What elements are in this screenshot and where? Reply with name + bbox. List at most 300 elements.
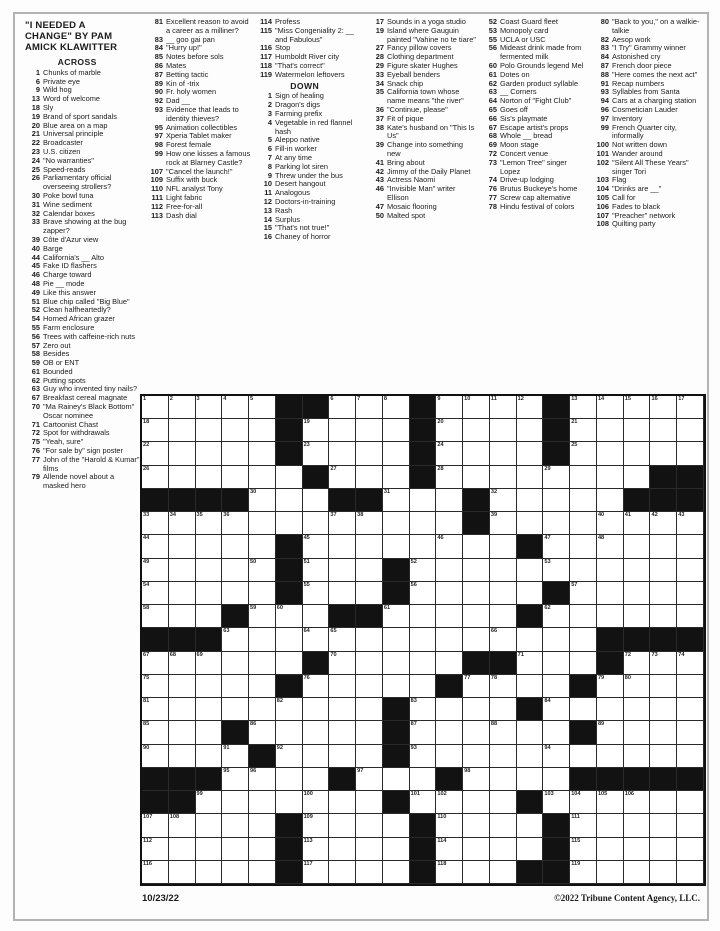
grid-cell <box>624 721 651 744</box>
clue-number: 45 <box>31 261 40 271</box>
grid-cell-18 <box>142 419 169 442</box>
grid-cell <box>624 861 651 884</box>
grid-cell <box>490 419 517 442</box>
grid-cell <box>196 419 223 442</box>
clue-number: 112 <box>151 201 163 211</box>
grid-cell-black <box>570 721 597 744</box>
grid-cell <box>517 628 544 651</box>
clue-number: 25 <box>31 164 40 174</box>
grid-cell <box>517 559 544 582</box>
clue-78 <box>482 203 588 212</box>
clue-number: 6 <box>35 76 40 86</box>
clue-number: 98 <box>154 140 163 150</box>
grid-cell-108 <box>169 814 196 837</box>
clue-102 <box>594 159 704 177</box>
clue-text: "Here comes the next act" <box>612 69 698 79</box>
grid-cell-104 <box>570 791 597 814</box>
grid-cell <box>222 559 249 582</box>
clue-number: 72 <box>31 428 40 438</box>
clue-text: "For sale by" sign poster <box>43 446 124 456</box>
grid-cell <box>222 535 249 558</box>
cell-number: 69 <box>196 651 203 658</box>
clue-text: Mideast drink made from fermented milk <box>500 43 582 62</box>
grid-cell-67 <box>142 652 169 675</box>
grid-cell-black <box>490 652 517 675</box>
cell-number: 79 <box>597 674 605 681</box>
grid-cell-89 <box>597 721 624 744</box>
grid-cell <box>543 652 570 675</box>
grid-cell-black <box>543 814 570 837</box>
grid-cell <box>410 535 437 558</box>
clue-35 <box>369 88 476 106</box>
grid-cell <box>169 838 196 861</box>
cell-number: 16 <box>651 396 658 402</box>
grid-cell <box>329 861 356 884</box>
clue-text: Humboldt River city <box>275 52 340 62</box>
clue-text: Clothing department <box>387 52 454 62</box>
cell-number: 65 <box>330 628 337 635</box>
clue-text: Escape artist's props <box>500 122 569 132</box>
clue-text: Betting tactic <box>166 69 209 79</box>
grid-cell <box>597 838 624 861</box>
grid-cell <box>196 698 223 721</box>
clue-text: Vegetable in red flannel hash <box>275 117 353 136</box>
clue-text: "Silent All These Years" singer Tori <box>612 157 689 176</box>
grid-cell <box>597 814 624 837</box>
clue-number: 80 <box>600 17 609 26</box>
grid-cell-84 <box>543 698 570 721</box>
clue-number: 77 <box>31 454 40 464</box>
grid-cell-55 <box>303 582 330 605</box>
grid-cell <box>650 698 677 721</box>
clue-number: 19 <box>375 25 384 35</box>
clue-column-6 <box>594 18 704 229</box>
clue-number: 22 <box>31 138 40 148</box>
clue-number: 108 <box>596 219 609 229</box>
clue-number: 56 <box>31 331 40 341</box>
cell-number: 104 <box>571 791 581 798</box>
grid-cell-black <box>677 768 704 791</box>
clue-87 <box>148 71 253 80</box>
grid-cell-46 <box>436 535 463 558</box>
clue-text: Guy who invented tiny nails? <box>43 384 138 394</box>
clue-number: 24 <box>31 155 40 165</box>
grid-cell-black <box>222 489 249 512</box>
clue-number: 60 <box>488 60 497 70</box>
grid-cell <box>356 559 383 582</box>
grid-cell <box>356 419 383 442</box>
grid-cell <box>249 512 276 535</box>
cell-number: 103 <box>544 791 554 798</box>
grid-cell-73 <box>650 652 677 675</box>
cell-number: 60 <box>276 605 284 612</box>
grid-cell <box>383 628 410 651</box>
grid-cell <box>677 559 704 582</box>
grid-cell <box>249 838 276 861</box>
grid-cell-112 <box>142 838 169 861</box>
grid-cell <box>436 489 463 512</box>
grid-cell-100 <box>303 791 330 814</box>
clue-number: 87 <box>600 60 609 70</box>
grid-cell-black <box>276 396 303 419</box>
grid-cell-black <box>436 768 463 791</box>
puzzle-date: 10/23/22 <box>142 893 179 904</box>
grid-cell-72 <box>624 652 651 675</box>
grid-cell-black <box>329 768 356 791</box>
clue-text: Flag <box>612 175 627 185</box>
clue-99 <box>148 150 253 168</box>
cell-number: 57 <box>571 581 578 588</box>
grid-cell-45 <box>303 535 330 558</box>
cell-number: 22 <box>143 442 150 449</box>
grid-cell <box>276 721 303 744</box>
grid-cell-black <box>383 721 410 744</box>
grid-cell-106 <box>624 791 651 814</box>
clue-text: Rash <box>275 205 293 215</box>
grid-cell <box>276 791 303 814</box>
clue-number: 46 <box>31 270 40 280</box>
clue-number: 55 <box>488 34 497 44</box>
grid-cell <box>249 628 276 651</box>
grid-cell <box>356 628 383 651</box>
cell-number: 28 <box>437 465 444 472</box>
grid-cell-105 <box>597 791 624 814</box>
grid-cell-114 <box>436 838 463 861</box>
grid-cell-35 <box>196 512 223 535</box>
grid-cell-black <box>356 489 383 512</box>
cell-number: 50 <box>250 558 257 565</box>
grid-cell <box>677 698 704 721</box>
grid-cell <box>490 466 517 489</box>
cell-number: 116 <box>143 860 153 867</box>
cell-number: 112 <box>143 837 153 844</box>
grid-cell-3 <box>196 396 223 419</box>
clue-text: Cartoonist Chast <box>43 419 99 429</box>
cell-number: 9 <box>437 396 441 402</box>
clue-text: Sly <box>43 102 54 112</box>
grid-cell <box>490 559 517 582</box>
cell-number: 70 <box>330 651 337 658</box>
grid-cell-black <box>276 861 303 884</box>
grid-cell <box>169 535 196 558</box>
clue-number: 1 <box>35 67 40 77</box>
grid-cell <box>677 582 704 605</box>
grid-cell <box>436 745 463 768</box>
cell-number: 56 <box>410 581 417 588</box>
clue-number: 47 <box>375 201 384 211</box>
clue-text: Coast Guard fleet <box>500 17 558 26</box>
grid-cell <box>677 419 704 442</box>
grid-cell <box>490 791 517 814</box>
grid-cell <box>222 442 249 465</box>
grid-cell <box>650 745 677 768</box>
clue-number: 49 <box>31 287 40 297</box>
clue-number: 13 <box>263 205 272 215</box>
cell-number: 83 <box>410 698 417 705</box>
cell-number: 38 <box>357 512 364 519</box>
grid-cell <box>624 466 651 489</box>
clue-90 <box>148 88 253 97</box>
grid-cell-black <box>276 814 303 837</box>
cell-number: 106 <box>624 791 635 798</box>
cell-number: 78 <box>490 674 498 681</box>
cell-number: 66 <box>490 628 498 635</box>
clue-number: 102 <box>596 157 609 167</box>
grid-cell-79 <box>597 675 624 698</box>
cell-number: 43 <box>678 512 685 519</box>
clue-text: "Lemon Tree" singer Lopez <box>500 157 567 176</box>
grid-cell <box>597 419 624 442</box>
grid-cell-black <box>276 675 303 698</box>
cell-number: 30 <box>250 488 257 495</box>
grid-cell-black <box>410 466 437 489</box>
grid-cell <box>436 582 463 605</box>
grid-cell <box>463 861 490 884</box>
grid-cell-90 <box>142 745 169 768</box>
cell-number: 109 <box>303 814 313 821</box>
grid-cell <box>543 721 570 744</box>
clue-number: 57 <box>31 340 40 350</box>
grid-cell-80 <box>624 675 651 698</box>
down-heading: DOWN <box>290 80 320 91</box>
grid-cell <box>677 675 704 698</box>
clue-text: Screw cap alternative <box>500 192 571 202</box>
clue-number: 50 <box>375 210 384 220</box>
grid-cell <box>570 698 597 721</box>
clue-text: Private eye <box>43 76 80 86</box>
clue-number: 62 <box>31 375 40 385</box>
clue-number: 42 <box>375 166 384 176</box>
grid-cell-black <box>463 489 490 512</box>
grid-cell-black <box>410 838 437 861</box>
clue-number: 110 <box>151 184 163 194</box>
cell-number: 1 <box>143 396 147 402</box>
cell-number: 10 <box>464 396 471 402</box>
cell-number: 102 <box>437 791 447 798</box>
clue-number: 75 <box>31 437 40 447</box>
grid-cell <box>463 745 490 768</box>
grid-cell <box>249 466 276 489</box>
grid-cell-75 <box>142 675 169 698</box>
clue-text: Spot for withdrawals <box>43 428 110 438</box>
clue-number: 96 <box>600 104 609 114</box>
grid-cell <box>650 559 677 582</box>
clue-number: 23 <box>31 146 40 156</box>
clue-number: 15 <box>263 223 272 233</box>
grid-cell <box>356 745 383 768</box>
grid-cell-32 <box>490 489 517 512</box>
clue-text: U.S. citizen <box>43 146 81 156</box>
clue-number: 37 <box>375 113 384 123</box>
grid-cell <box>677 605 704 628</box>
cell-number: 111 <box>571 814 580 821</box>
grid-cell <box>517 675 544 698</box>
cell-number: 86 <box>250 721 257 728</box>
clue-56 <box>482 44 588 62</box>
grid-cell-40 <box>597 512 624 535</box>
clue-number: 28 <box>375 52 384 62</box>
clue-number: 34 <box>375 78 384 88</box>
cell-number: 90 <box>143 744 150 751</box>
grid-cell-103 <box>543 791 570 814</box>
clue-text: Suffix with buck <box>166 175 218 185</box>
grid-cell-88 <box>490 721 517 744</box>
grid-cell <box>436 605 463 628</box>
clue-60 <box>482 62 588 71</box>
grid-cell <box>303 721 330 744</box>
clue-number: 63 <box>488 87 497 97</box>
grid-cell <box>677 745 704 768</box>
copyright-notice: ©2022 Tribune Content Agency, LLC. <box>554 893 700 903</box>
clue-4 <box>257 119 363 137</box>
grid-cell <box>677 814 704 837</box>
clue-text: Change into something new <box>387 140 464 158</box>
clue-text: "Preacher" network <box>612 210 676 220</box>
cell-number: 20 <box>437 419 444 426</box>
grid-cell-109 <box>303 814 330 837</box>
grid-cell <box>249 419 276 442</box>
clue-46 <box>369 185 476 203</box>
grid-cell <box>383 512 410 535</box>
grid-cell-43 <box>677 512 704 535</box>
cell-number: 42 <box>651 512 658 519</box>
clue-number: 54 <box>31 314 40 324</box>
clue-number: 26 <box>31 173 40 183</box>
grid-cell-51 <box>303 559 330 582</box>
clue-text: Sounds in a yoga studio <box>387 17 466 26</box>
grid-cell-black <box>677 466 704 489</box>
cell-number: 29 <box>544 465 551 472</box>
grid-cell-black <box>142 768 169 791</box>
cell-number: 27 <box>330 465 337 472</box>
clue-number: 33 <box>375 69 384 79</box>
cell-number: 53 <box>544 558 551 565</box>
clue-number: 69 <box>488 140 497 150</box>
cell-number: 75 <box>143 674 150 681</box>
clue-text: Notes before sols <box>166 52 224 62</box>
clue-text: Sign of healing <box>275 91 324 101</box>
grid-cell <box>490 698 517 721</box>
grid-cell-black <box>276 582 303 605</box>
grid-cell <box>356 535 383 558</box>
grid-cell <box>517 838 544 861</box>
grid-cell-black <box>276 442 303 465</box>
clue-number: 78 <box>488 201 497 211</box>
clue-text: Word of welcome <box>43 94 100 104</box>
cell-number: 97 <box>357 767 364 774</box>
grid-cell-77 <box>463 675 490 698</box>
grid-cell <box>624 559 651 582</box>
clue-text: Moon stage <box>500 140 539 150</box>
clue-text: Fit of pique <box>387 113 424 123</box>
clue-text: Besides <box>43 349 70 359</box>
grid-cell-78 <box>490 675 517 698</box>
title-line-1: "I NEEDED A <box>25 20 86 31</box>
grid-cell-110 <box>436 814 463 837</box>
grid-cell <box>517 442 544 465</box>
grid-cell <box>356 861 383 884</box>
clue-number: 56 <box>488 43 497 53</box>
clue-number: 29 <box>375 60 384 70</box>
grid-cell-41 <box>624 512 651 535</box>
clue-number: 7 <box>267 152 272 162</box>
clue-number: 95 <box>154 122 163 132</box>
grid-cell <box>490 745 517 768</box>
grid-cell-black <box>410 814 437 837</box>
clue-text: Poke bowl tuna <box>43 190 94 200</box>
clue-text: Brand of sport sandals <box>43 111 117 121</box>
clue-text: Breakfast cereal magnate <box>43 393 128 403</box>
clue-79 <box>25 473 141 491</box>
clue-93 <box>148 106 253 124</box>
grid-cell-black <box>303 652 330 675</box>
clue-number: 72 <box>488 148 497 158</box>
cell-number: 8 <box>383 396 387 402</box>
grid-cell-black <box>543 838 570 861</box>
grid-cell-95 <box>222 768 249 791</box>
clue-number: 64 <box>488 96 497 106</box>
clue-number: 73 <box>488 157 497 167</box>
grid-cell-black <box>436 675 463 698</box>
grid-cell <box>650 582 677 605</box>
grid-cell <box>543 628 570 651</box>
clue-text: Speed-reads <box>43 164 86 174</box>
clue-number: 18 <box>31 102 40 112</box>
cell-number: 63 <box>223 628 230 635</box>
clue-number: 63 <box>31 384 40 394</box>
grid-cell-116 <box>142 861 169 884</box>
grid-cell <box>276 489 303 512</box>
cell-number: 55 <box>303 581 310 588</box>
grid-cell-black <box>169 791 196 814</box>
grid-cell <box>383 675 410 698</box>
clue-number: 59 <box>31 358 40 368</box>
grid-cell <box>303 512 330 535</box>
grid-cell <box>249 582 276 605</box>
grid-cell <box>624 605 651 628</box>
grid-cell-60 <box>276 605 303 628</box>
grid-cell <box>383 442 410 465</box>
clue-column-1 <box>25 56 141 491</box>
cell-number: 49 <box>143 558 150 565</box>
clue-text: Blue area on a map <box>43 120 108 130</box>
grid-cell-19 <box>303 419 330 442</box>
grid-cell <box>329 698 356 721</box>
grid-cell-91 <box>222 745 249 768</box>
grid-cell-66 <box>490 628 517 651</box>
clue-number: 91 <box>600 78 609 88</box>
grid-cell <box>490 814 517 837</box>
clue-text: Cosmetician Lauder <box>612 104 678 114</box>
grid-cell-black <box>303 466 330 489</box>
grid-cell <box>624 442 651 465</box>
grid-cell <box>517 466 544 489</box>
clue-number: 2 <box>267 100 272 110</box>
grid-cell-107 <box>142 814 169 837</box>
clue-number: 44 <box>31 252 40 262</box>
grid-cell <box>463 628 490 651</box>
grid-cell-11 <box>490 396 517 419</box>
grid-cell-black <box>624 628 651 651</box>
cell-number: 47 <box>544 535 551 542</box>
grid-cell <box>570 652 597 675</box>
grid-cell <box>169 698 196 721</box>
clue-number: 79 <box>31 472 40 482</box>
grid-cell <box>677 442 704 465</box>
clue-text: Bounded <box>43 366 73 376</box>
grid-cell <box>463 814 490 837</box>
grid-cell <box>329 745 356 768</box>
